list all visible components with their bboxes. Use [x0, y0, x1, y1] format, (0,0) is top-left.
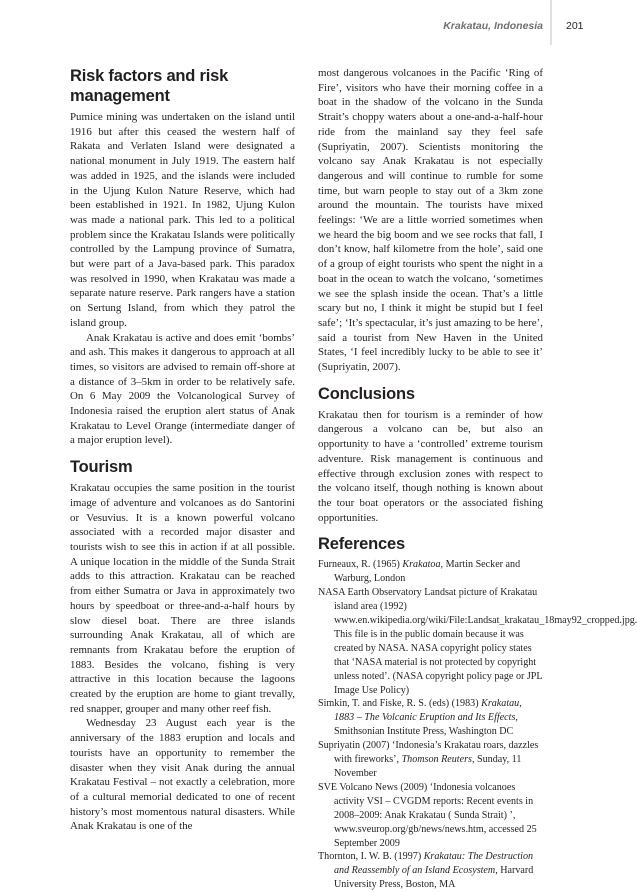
- section-heading-risk: Risk factors and risk management: [70, 67, 229, 105]
- reference-item: Thornton, I. W. B. (1997) Krakatau: The Destruction and Reassembly of an Island Ecosystem, Harvard University Press, Boston, MA: [318, 851, 534, 891]
- reference-item: Furneaux, R. (1965) Krakatoa, Martin Secker and Warburg, London: [318, 559, 521, 585]
- section-heading-references: References: [318, 535, 405, 554]
- left-column: [70, 66, 295, 834]
- tourism-paragraph-1: Krakatau occupies the same position in the tourist image of adventure and volcanoes as do Santorini or Vesuvius. It is a known powerful volcano associated with a recorded major disaster and tourists wish to see this in action if at all possible. A unique location in the middle of the Sunda Strait adds to this attraction. Krakatau can be reached from either Sumatra or Java in approximately two hours by speedboat or three-and-a-half hours by slow diesel boat. There are three islands surrounding Anak Krakatau, all of which are remnants from Krakatau before the eruption of 1883. Besides the volcano, fishing is very attractive in this location because the lagoons created by the eruption are home to giant trevally, red snapper, grouper and many other reef fish.: [70, 482, 295, 715]
- reference-list: [318, 558, 637, 892]
- reference-item: SVE Volcano News (2009) ‘Indonesia volcanoes activity VSI – CVGDM reports: Recent events in 2008–2009: Anak Krakatau ( Sunda Strait) ’, www.sveurop.org/gb/news/news.htm, accessed 25 September 2009: [318, 781, 537, 849]
- reference-item: Supriyatin (2007) ‘Indonesia’s Krakatau roars, dazzles with fireworks’, Thomson Reuters, Sunday, 11 November: [318, 740, 539, 779]
- running-head: Krakatau, Indonesia: [443, 20, 543, 32]
- risk-paragraph-1: Pumice mining was undertaken on the island until 1916 but after this ceased the western half of Rakata and Verlaten Island were designated a national monument in July 1919. The eastern half was added in 1925, and the islands were included in the Ujung Kulon Nature Reserve, which had been established in 1921. In 1982, Ujung Kulon was made a national park. This led to a political problem since the Krakatau Islands were politically controlled by the Lampung province of Sumatra, but were part of a Java-based park. This paradox was resolved in 1990, when Krakatau was made a separate nature reserve. Park rangers have a station on Sertung Island, from which they patrol the island group.: [70, 111, 295, 329]
- page-number: 201: [566, 20, 584, 32]
- reference-item: Simkin, T. and Fiske, R. S. (eds) (1983) Krakatau, 1883 – The Volcanic Eruption and Its Effects, Smithsonian Institute Press, Washington DC: [318, 698, 522, 738]
- risk-paragraph-2: Anak Krakatau is active and does emit ‘bombs’ and ash. This makes it dangerous to approach at all times, so visitors are advised to remain off-shore at a distance of 3–5km in order to be relatively safe. On 6 May 2009 the Volcanological Survey of Indonesia raised the eruption alert status of Anak Krakatau to Level Orange (intermediate danger of a major eruption level).: [70, 331, 295, 447]
- section-heading-conclusions: Conclusions: [318, 384, 415, 403]
- right-column: [318, 66, 637, 892]
- tourism-paragraph-2: Wednesday 23 August each year is the anniversary of the 1883 eruption and locals and tourists have an opportunity to remember the disaster when they visit Anak during the annual Krakatau Festival – not exactly a celebration, more of a cultural memorial dedicated to one of recent history’s most momentous natural disasters. While Anak Krakatau is one of the: [70, 717, 295, 833]
- reference-item: NASA Earth Observatory Landsat picture of Krakatau island area (1992) www.en.wikipedia.org/wiki/File:Landsat_krakatau_18may92_cropped.jpg. This file is in the public domain because it was created by NASA. NASA copyright policy states that ‘NASA material is not protected by copyright unless noted’. (NASA copyright policy page or JPL Image Use Policy): [318, 587, 637, 696]
- tourism-paragraph-2-continued: most dangerous volcanoes in the Pacific ‘Ring of Fire’, visitors who have their morning coffee in a boat in the shadow of the volcano in the Sunda Strait’s choppy waters about a one-and-a-half-hour ride from the mainland say they feel safe (Supriyatin, 2007). Scientists monitoring the volcano say Anak Krakatau is not especially dangerous and will continue to rumble for some time, but warn people to stay out of a 3km zone around the mountain. The tourists have mixed feelings: ‘We are a little worried sometimes when we heard the big boom and we see rocks that fall, I don’t know, half kilometre from the hole’, said one of a group of eight tourists who spent the night in a boat in the ocean to watch the volcano, ‘sometimes we see the splash inside the ocean. That’s a little scary but no, I think it might be stupid but I feel safe’; ‘It’s spectacular, it’s just amazing to be here’, said a tourist from New Haven in the United States, ‘I feel incredibly lucky to be able to see it’ (Supriyatin, 2007).: [318, 67, 543, 374]
- section-heading-tourism: Tourism: [70, 458, 133, 477]
- conclusions-paragraph: Krakatau then for tourism is a reminder of how dangerous a volcano can be, but also an opportunity to have a ‘controlled’ extreme tourism adventure. Risk management is continuous and effective through exclusion zones with respect to the volcano itself, though nothing is known about the tour boat operators or the associated fishing opportunities.: [318, 408, 543, 524]
